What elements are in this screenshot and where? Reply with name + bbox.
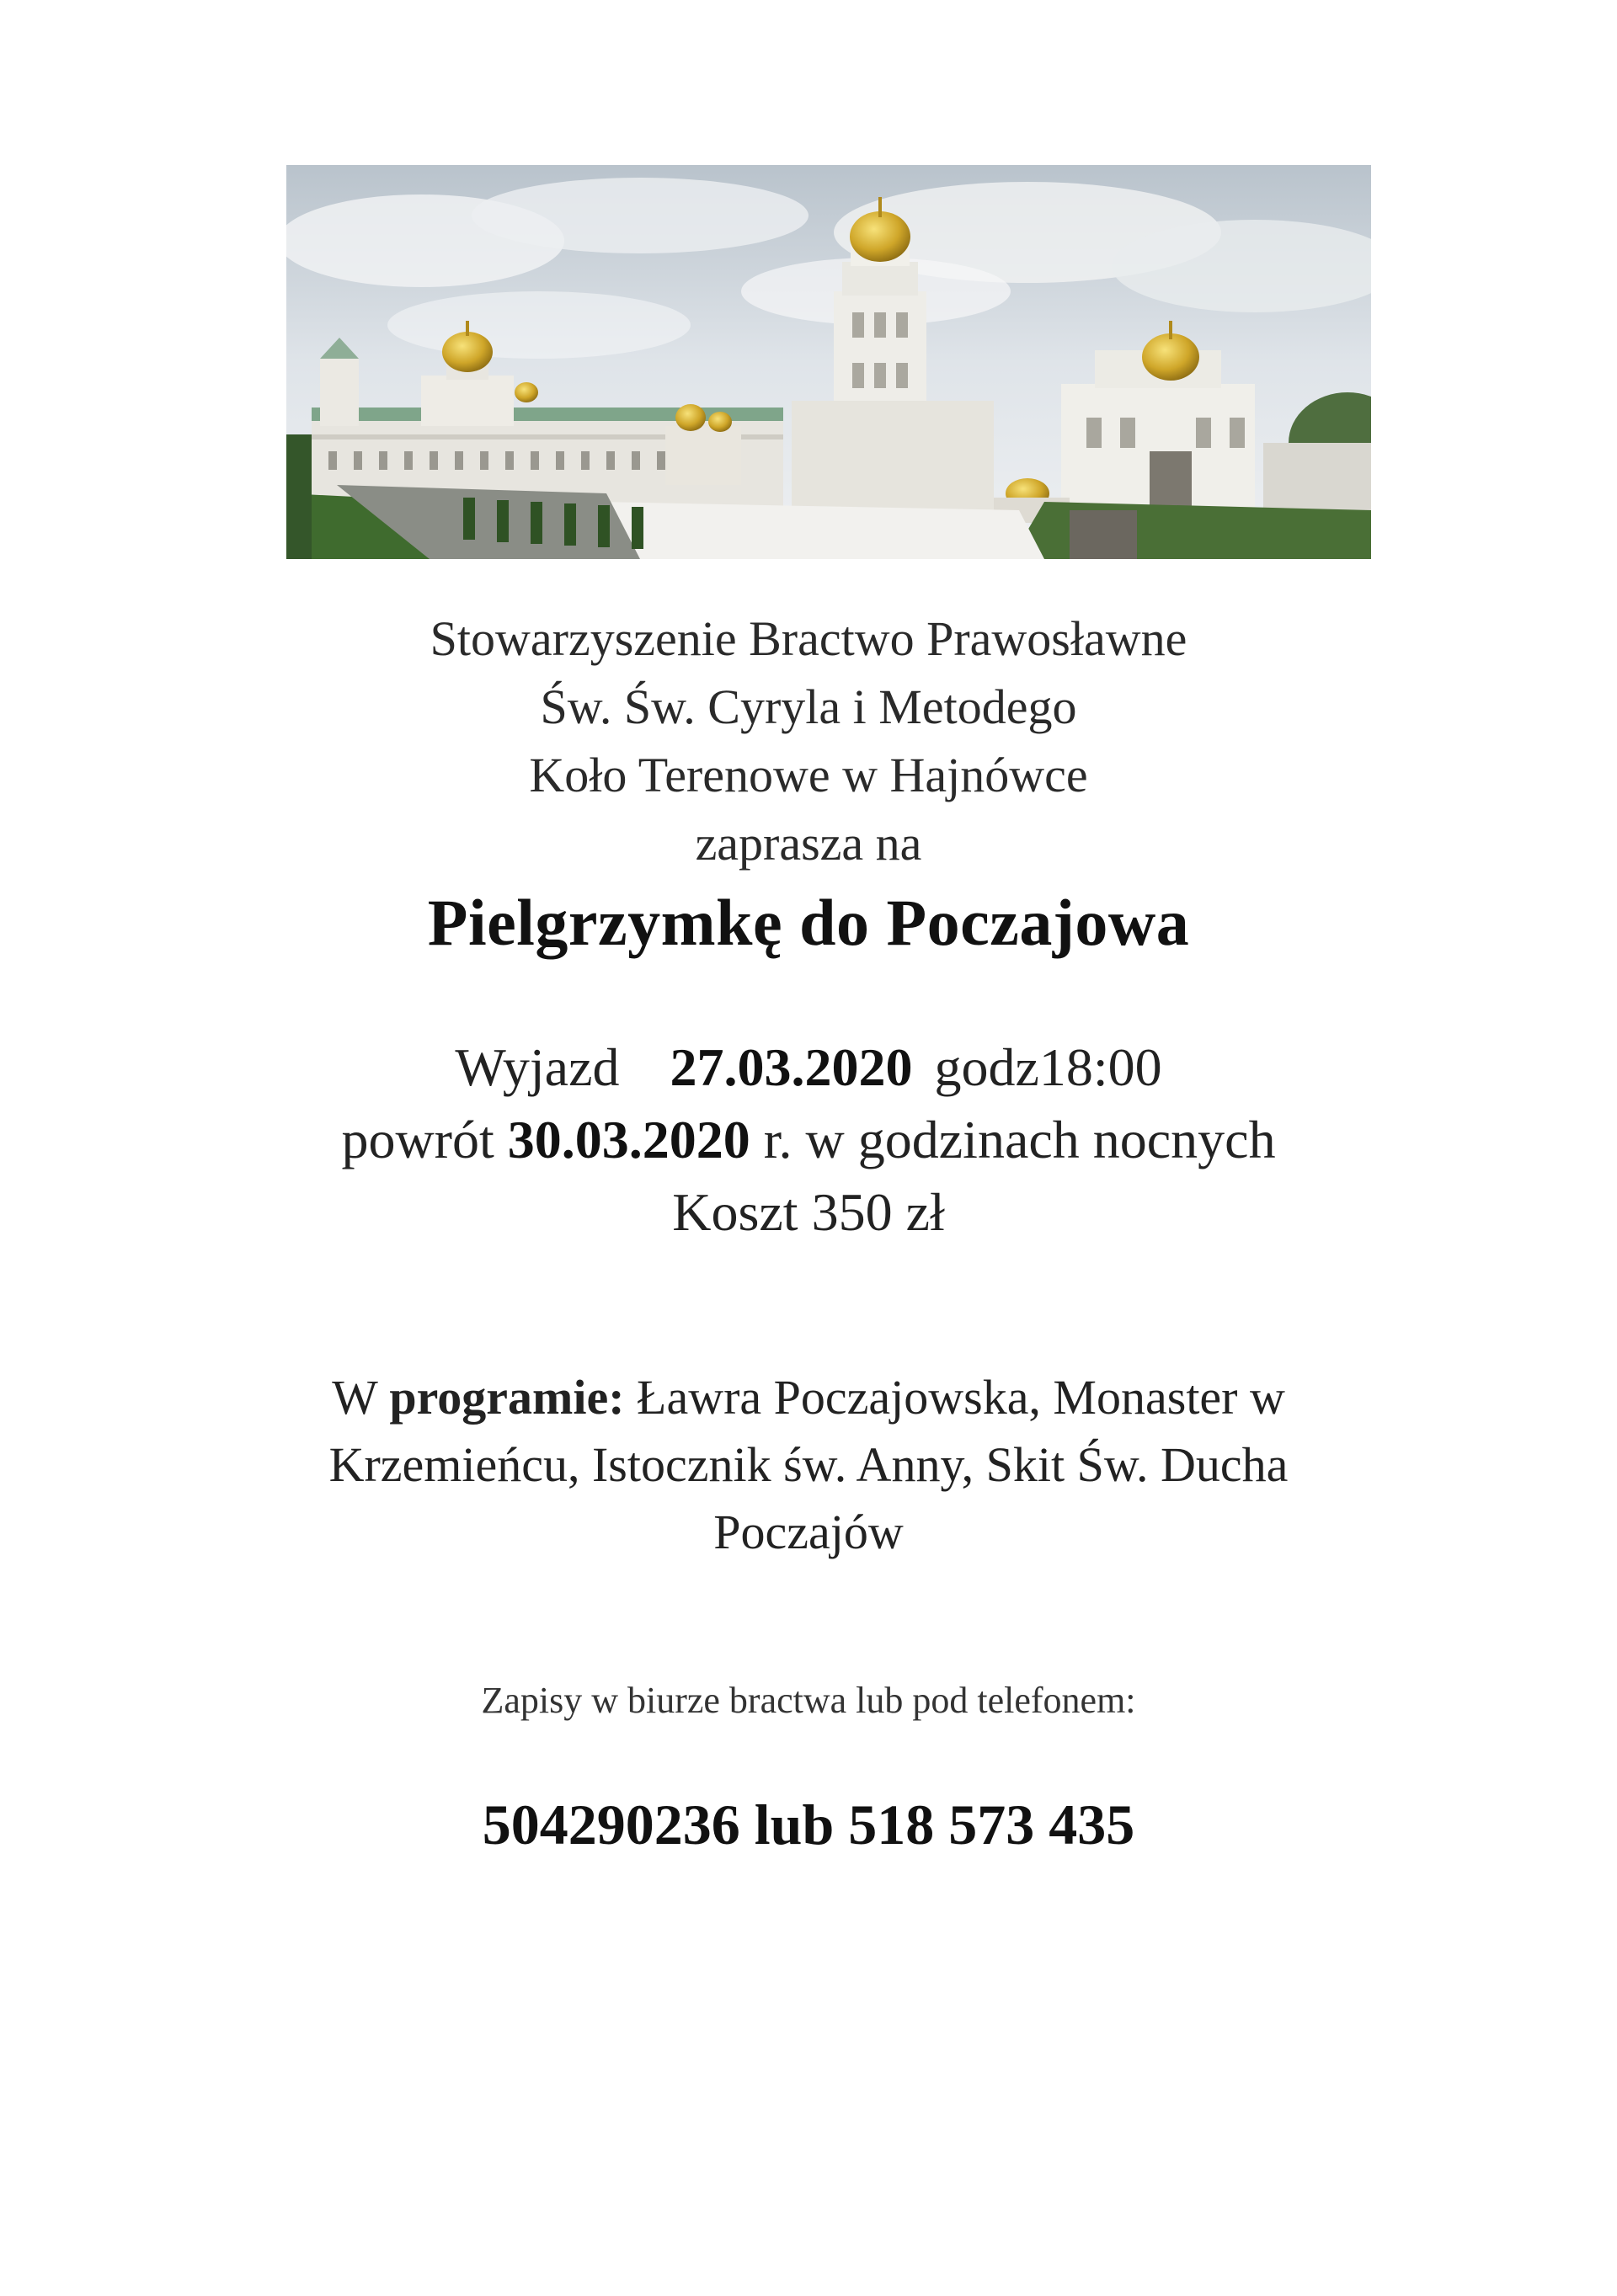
program-block <box>0 1364 1617 1566</box>
program-line-2: Krzemieńcu, Istocznik św. Anny, Skit Św. Ducha <box>328 1437 1289 1492</box>
organizer-block <box>0 605 1617 877</box>
cost-line: Koszt 350 zł <box>672 1182 945 1242</box>
departure-date: 27.03.2020 <box>670 1037 913 1097</box>
program-line-1 <box>0 1364 1617 1431</box>
program-label: programie: <box>389 1370 625 1425</box>
organizer-line-3: Koło Terenowe w Hajnówce <box>529 748 1088 802</box>
phone-numbers: 504290236 lub 518 573 435 <box>482 1793 1135 1857</box>
signup-text: Zapisy w biurze bractwa lub pod telefonem: <box>481 1680 1136 1721</box>
monastery-photo <box>286 165 1371 559</box>
return-line <box>0 1104 1617 1176</box>
return-note: r. w godzinach nocnych <box>763 1110 1276 1169</box>
departure-time: godz18:00 <box>934 1037 1162 1097</box>
organizer-line-2: Św. Św. Cyryla i Metodego <box>540 679 1077 734</box>
invitation-text: zaprasza na <box>695 816 922 871</box>
departure-label: Wyjazd <box>455 1037 620 1097</box>
monastery-photo-icon <box>286 165 1371 559</box>
program-label-prefix: W <box>332 1370 377 1425</box>
trip-details <box>0 1031 1617 1249</box>
page-title: Pielgrzymkę do Poczajowa <box>427 886 1190 959</box>
program-line-1-rest: Ławra Poczajowska, Monaster w <box>637 1370 1285 1425</box>
program-line-3: Poczajów <box>713 1505 904 1559</box>
departure-line <box>0 1031 1617 1104</box>
return-label: powrót <box>341 1110 494 1169</box>
organizer-line-1: Stowarzyszenie Bractwo Prawosławne <box>430 611 1187 666</box>
return-date: 30.03.2020 <box>507 1110 750 1169</box>
